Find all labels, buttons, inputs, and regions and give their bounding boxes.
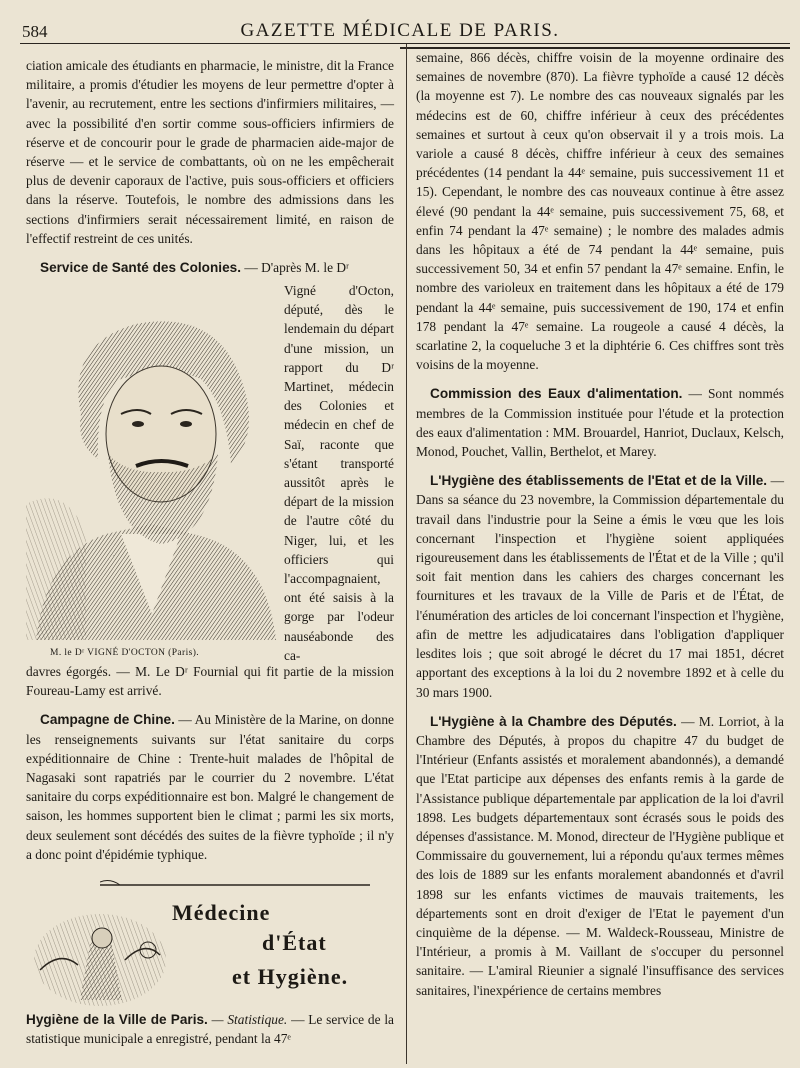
banner-rule xyxy=(100,878,370,892)
hygiene-paris-body: — Le service de la statistique municipale a enregistré, pendant la 47ᵉ xyxy=(26,1012,394,1047)
eaux-body: — Sont nommés membres de la Commission instituée pour l'étude et la protection des eaux d'alimentation : MM. Brouardel, Hanriot, Duclaux, Kelsch, Monod, Pouchet, Vallin, Berthelot, et Marey. xyxy=(416,386,784,460)
chambre-heading: L'Hygiène à la Chambre des Députés. xyxy=(430,713,677,729)
colonies-side-text: Vigné d'Octon, député, dès le lendemain du départ d'une mission, un rapport du Dʳ Martinet, médecin des Colonies et médecin en chef de Saï, raconte que s'étant transporté aussitôt après le départ de la mission de l'autre côté du Niger, lui, et les officiers qui l'accompagnaient, ont été saisis à la gorge par l'odeur nauséabonde des ca- xyxy=(284,283,394,663)
header-rule xyxy=(20,43,790,44)
page-number: 584 xyxy=(22,22,48,41)
banner-title-line2: d'État xyxy=(262,930,327,955)
hygiene-paris-heading: Hygiène de la Ville de Paris. xyxy=(26,1012,208,1027)
colonies-continuation: davres égorgés. — M. Le Dʳ Fournial qui fit partie de la mission Foureau-Lamy est arrivé. xyxy=(26,664,394,699)
left-continuation xyxy=(26,662,394,864)
left-column xyxy=(26,56,394,277)
running-title: GAZETTE MÉDICALE DE PARIS. xyxy=(240,20,560,41)
chambre-body: — M. Lorriot, à la Chambre des Députés, à propos du chapitre 47 du budget de l'Intérieur (Enfants assistés et moralement abandonnés), a demandé que l'Etat participe aux dépenses des enfants remis à la garde de l'Assistance publique départementale par application de la loi d'avril 1898. Les budgets départementaux sont écrasés sous le poids des dépenses d'assistance. M. Monod, directeur de l'Hygiène publique et Commissaire du gouvernement, lui a répondu qu'aux termes mêmes des lois de 1889 sur les enfants moralement abandonnés et d'avril 1898 sur les enfants victimes de mauvais traitements, les départements sont en droit d'exiger de l'Etat le payement d'un cinquième de la dépense. — M. Waldeck-Rousseau, Ministre de l'Intérieur, a promis à M. Vaillant de s'occuper du personnel sanitaire. — L'amiral Rieunier a signalé l'insuffisance des services sanitaires, l'inexpérience de certains membres xyxy=(416,713,784,998)
page-header xyxy=(0,0,800,44)
portrait-figure xyxy=(26,284,280,658)
banner-title-line3: et Hygiène. xyxy=(232,964,349,989)
hygiene-paris-paragraph xyxy=(26,1010,394,1048)
eaux-heading: Commission des Eaux d'alimentation. xyxy=(430,386,683,402)
left-paragraph-1: ciation amicale des étudiants en pharmacie, le ministre, dit la France militaire, a promis d'étudier les moyens de leur permettre d'opter à l'avenir, au recrutement, entre les sections d'infirmiers militaires, — avec la possibilité d'en sortir comme sous-officiers infirmiers de réserve et de concourir pour le grade de pharmacien aide-major de réserve — et le service de combattants, où on ne les empêcherait plus de devenir caporaux de l'active, puis sous-officiers et officiers dans la réserve. Toutefois, le nombre des admissions dans les sections d'infirmiers serait nécessairement limité, en raison de l'effectif restreint de ces unités. xyxy=(26,58,394,246)
right-paragraph-1: semaine, 866 décès, chiffre voisin de la moyenne ordinaire des semaines de novembre (870). La fièvre typhoïde a causé 12 décès (la moyenne est 7). Le nombre des cas nouveaux signalés par les médecins est de 60, chiffre inférieur à ceux des précédentes semaines et surtout à ceux qu'on observait il y a trois mois. La variole a causé 8 décès, chiffre inférieur à ceux des semaines précédentes (14 pendant la 44ᵉ semaine, puis successivement 11 et 15). Cependant, le nombre des cas nouveaux continue à être assez élevé (90 pendant la 44ᵉ semaine, puis successivement 75, 68, et enfin 74 pendant la 47ᵉ semaine) ; le nombre des malades admis dans les hôpitaux a été de 74 pendant la 44ᵉ semaine, puis successivement 50, 34 et enfin 57 pendant la 47ᵉ semaine. Enfin, le nombre des varioleux en traitement dans les hôpitaux a été de 179 pendant la 44ᵉ semaine, puis successivement de 190, 174 et enfin 178 pendant la 47ᵉ semaine. La rougeole a causé 4 décès, la scarlatine 2, la coqueluche 3 et la diphtérie 6. Ces chiffres sont très voisins de la moyenne. xyxy=(416,50,784,373)
banner-vignette xyxy=(30,900,170,1010)
chine-body: — Au Ministère de la Marine, on donne les renseignements suivants sur l'état sanitaire du corps expéditionnaire de Chine : Trente-huit malades de l'hôpital de Nagasaki sont rapatriés par le courrier du 2 novembre. L'état sanitaire du corps expéditionnaire est bon. Malgré le changement de saison, les hommes supportent bien le climat ; parmi les six morts, deux seulement sont décédés des suites de la fièvre typhoïde ; il n'y a donc point d'épidémie typhique. xyxy=(26,712,394,862)
etablissements-heading: L'Hygiène des établissements de l'Etat et de la Ville. xyxy=(430,473,768,489)
eaux-paragraph xyxy=(416,384,784,461)
colonies-lead: — D'après M. le Dʳ xyxy=(244,260,349,276)
chambre-paragraph xyxy=(416,712,784,1000)
banner-title-line1: Médecine xyxy=(172,900,271,925)
etablissements-paragraph xyxy=(416,471,784,701)
colonies-paragraph xyxy=(26,258,394,277)
chine-heading: Campagne de Chine. xyxy=(40,712,175,728)
chine-paragraph xyxy=(26,710,394,864)
hygiene-paris-subhead: — Statistique. xyxy=(211,1012,288,1027)
portrait-caption: M. le Dʳ VIGNÉ D'OCTON (Paris). xyxy=(50,648,200,658)
colonies-heading: Service de Santé des Colonies. xyxy=(40,260,241,276)
right-column xyxy=(416,48,784,1000)
column-divider xyxy=(406,44,407,1064)
etablissements-body: — Dans sa séance du 23 novembre, la Commission départementale du travail dans l'industrie pour la Seine a émis le vœu que les lois concernant l'inspection et l'hygiène soient appliquées rigoureusement dans les établissements de l'État et de la Ville ; qu'il soit fait mention dans les cahiers des charges concernant les fournitures et les travaux de la Ville de Paris et de l'État, de l'énumération des articles de loi concernant l'inspection et l'hygiène, afin de mettre les adjudicataires dans l'obligation d'appliquer lesdites lois ; que soit abrogé le décret du 17 mai 1851, décret apportant des exceptions à la loi du 2 novembre 1892 et à celle du 30 mars 1900. xyxy=(416,473,784,700)
portrait-engraving xyxy=(26,284,280,640)
